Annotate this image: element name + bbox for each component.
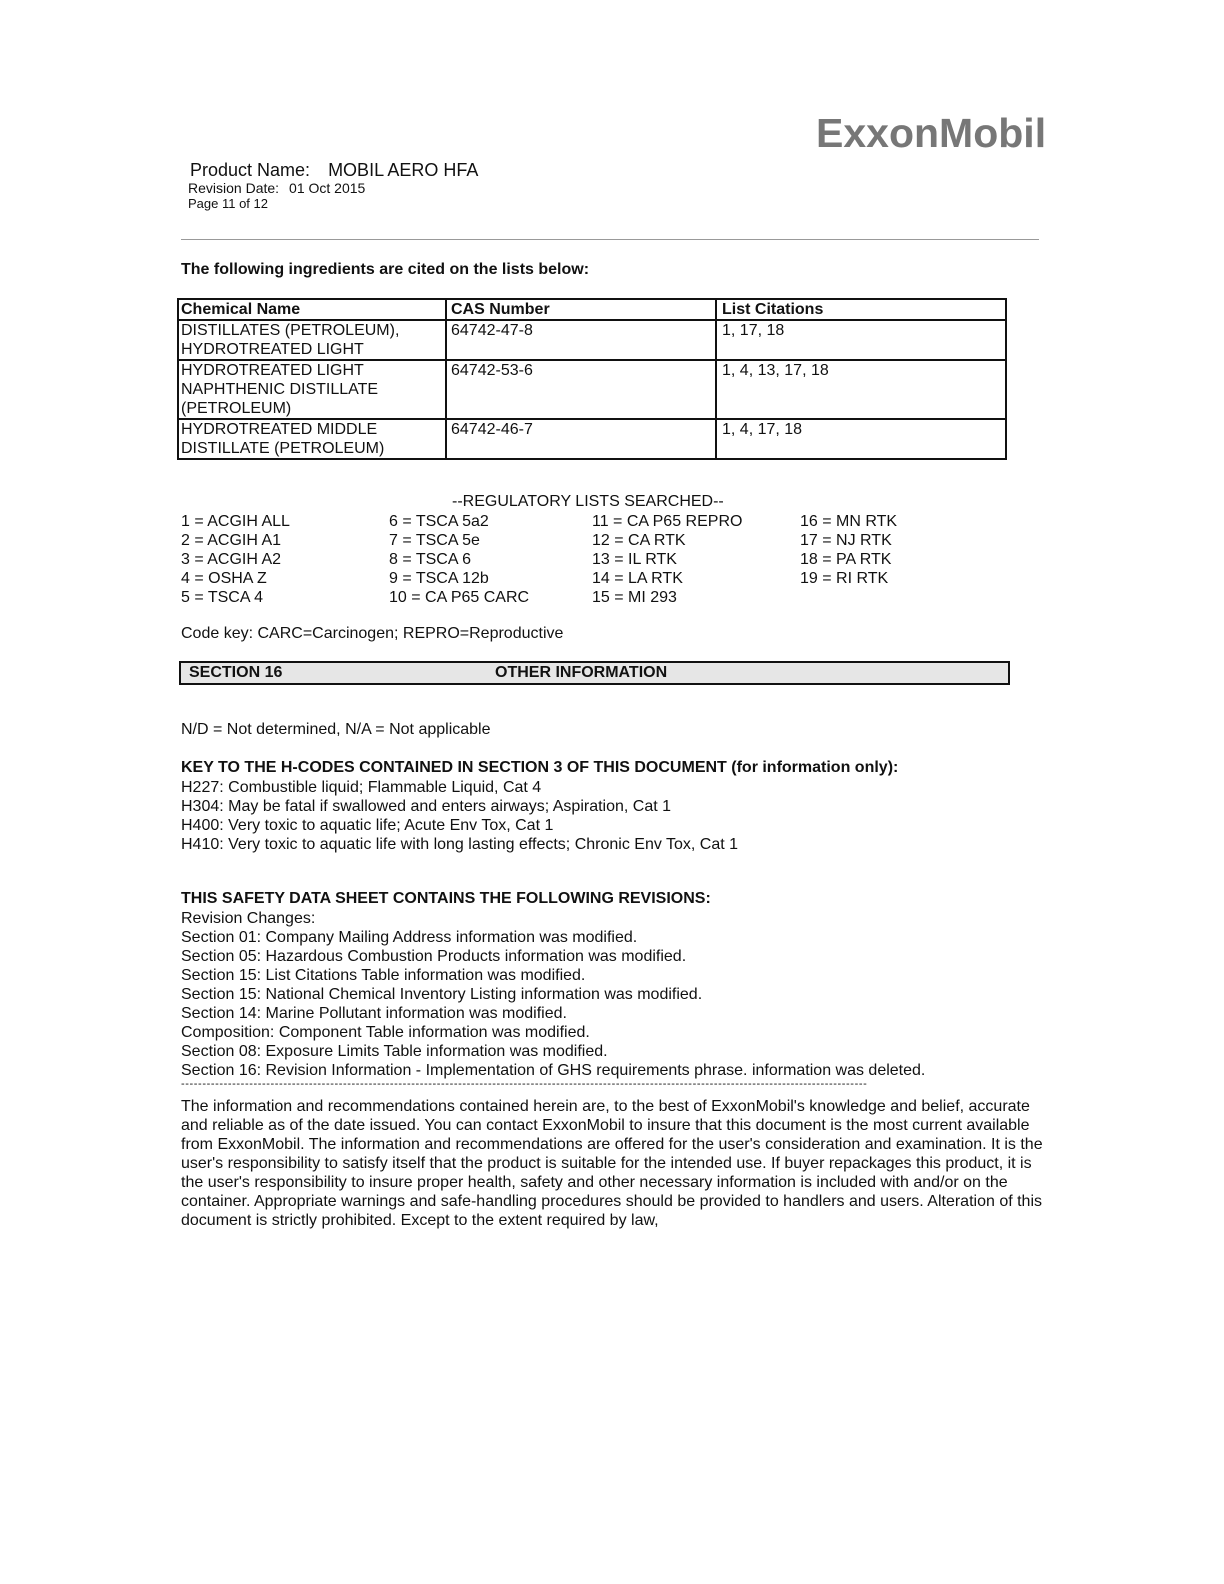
- logo-text-prefix: E: [816, 110, 844, 156]
- table-row: [178, 320, 1006, 360]
- list-item: H304: May be fatal if swallowed and enters airways; Aspiration, Cat 1: [181, 798, 672, 815]
- table-row: [178, 360, 1006, 419]
- regulatory-list-column-2: [389, 512, 529, 607]
- regulatory-list-item: 16 = MN RTK: [800, 513, 898, 530]
- column-header-chemical-name: Chemical Name: [178, 299, 446, 320]
- section-title: OTHER INFORMATION: [495, 664, 668, 681]
- list-item: H410: Very toxic to aquatic life with long lasting effects; Chronic Env Tox, Cat 1: [181, 836, 739, 853]
- regulatory-list-item: 12 = CA RTK: [592, 532, 686, 549]
- regulatory-list-column-1: [181, 512, 290, 607]
- logo-text-suffix: onMobil: [888, 110, 1047, 156]
- cas-number-cell: 64742-53-6: [446, 360, 716, 419]
- revision-date-line: [188, 180, 365, 196]
- column-header-cas-number: CAS Number: [446, 299, 716, 320]
- list-item: Section 05: Hazardous Combustion Products information was modified.: [181, 948, 687, 965]
- abbreviations-note: N/D = Not determined, N/A = Not applicable: [181, 721, 491, 738]
- h-codes-title: KEY TO THE H-CODES CONTAINED IN SECTION 3 OF THIS DOCUMENT (for information only):: [181, 759, 899, 776]
- list-citations-cell: 1, 4, 17, 18: [716, 419, 1006, 459]
- ingredients-table: [177, 298, 1007, 460]
- regulatory-list-item: 19 = RI RTK: [800, 570, 889, 587]
- regulatory-list-item: 7 = TSCA 5e: [389, 532, 480, 549]
- revision-date-label: Revision Date:: [188, 180, 280, 196]
- code-key: Code key: CARC=Carcinogen; REPRO=Reproductive: [181, 625, 564, 642]
- product-name-label: Product Name:: [190, 160, 311, 180]
- cas-number-cell: 64742-47-8: [446, 320, 716, 360]
- list-item: Section 08: Exposure Limits Table information was modified.: [181, 1043, 608, 1060]
- column-header-list-citations: List Citations: [716, 299, 1006, 320]
- chemical-name-cell: [178, 419, 446, 459]
- list-item: Section 14: Marine Pollutant information was modified.: [181, 1005, 567, 1022]
- revision-date-value: 01 Oct 2015: [289, 180, 366, 196]
- regulatory-list-item: 6 = TSCA 5a2: [389, 513, 489, 530]
- section-16-header: [179, 661, 1010, 685]
- list-item: H227: Combustible liquid; Flammable Liquid, Cat 4: [181, 779, 542, 796]
- product-name-value: MOBIL AERO HFA: [328, 160, 479, 180]
- ingredients-intro: The following ingredients are cited on the lists below:: [181, 261, 590, 278]
- revisions-title: THIS SAFETY DATA SHEET CONTAINS THE FOLLOWING REVISIONS:: [181, 890, 711, 907]
- chemical-name-cell: [178, 360, 446, 419]
- regulatory-list-item: 17 = NJ RTK: [800, 532, 892, 549]
- chemical-name-cell: [178, 320, 446, 360]
- list-item: H400: Very toxic to aquatic life; Acute Env Tox, Cat 1: [181, 817, 554, 834]
- chemical-name-line: HYDROTREATED LIGHT: [181, 362, 364, 379]
- regulatory-list-item: 3 = ACGIH A2: [181, 551, 282, 568]
- disclaimer-paragraph: The information and recommendations contained herein are, to the best of ExxonMobil's knowledge and belief, accurate and reliable as of the date issued. You can contact ExxonMobil to insure that this document is the most current available from ExxonMobil. The information and recommendations are offered for the user's consideration and examination. It is the user's responsibility to satisfy itself that the product is suitable for the intended use. If buyer repackages this product, it is the user's responsibility to insure proper health, safety and other necessary information is included with and/or on the container. Appropriate warnings and safe-handling procedures should be provided to handlers and users. Alteration of this document is strictly prohibited. Except to the extent required by law,: [181, 1098, 1043, 1229]
- exxonmobil-logo: [816, 110, 1051, 160]
- regulatory-list-item: 10 = CA P65 CARC: [389, 589, 530, 606]
- regulatory-list-item: 9 = TSCA 12b: [389, 570, 489, 587]
- regulatory-list-item: 11 = CA P65 REPRO: [592, 513, 743, 530]
- table-row: [178, 419, 1006, 459]
- list-item: Section 16: Revision Information - Implementation of GHS requirements phrase. information was deleted.: [181, 1062, 926, 1079]
- cas-number-cell: 64742-46-7: [446, 419, 716, 459]
- chemical-name-line: HYDROTREATED LIGHT: [181, 341, 364, 358]
- chemical-name-line: NAPHTHENIC DISTILLATE: [181, 381, 379, 398]
- header-divider: [181, 239, 1039, 240]
- list-item: Composition: Component Table information was modified.: [181, 1024, 590, 1041]
- logo-text-xx: xx: [843, 110, 889, 156]
- chemical-name-line: HYDROTREATED MIDDLE: [181, 421, 378, 438]
- list-item: Section 15: National Chemical Inventory Listing information was modified.: [181, 986, 703, 1003]
- list-citations-cell: 1, 17, 18: [716, 320, 1006, 360]
- chemical-name-line: DISTILLATES (PETROLEUM),: [181, 322, 400, 339]
- regulatory-lists-title: --REGULATORY LISTS SEARCHED--: [452, 493, 724, 510]
- regulatory-list-item: 4 = OSHA Z: [181, 570, 267, 587]
- product-name-line: [190, 160, 478, 181]
- list-citations-cell: 1, 4, 13, 17, 18: [716, 360, 1006, 419]
- regulatory-list-item: 5 = TSCA 4: [181, 589, 263, 606]
- list-item: Section 01: Company Mailing Address information was modified.: [181, 929, 638, 946]
- revisions-list: [181, 909, 925, 1080]
- regulatory-list-item: 8 = TSCA 6: [389, 551, 471, 568]
- regulatory-list-item: 18 = PA RTK: [800, 551, 892, 568]
- regulatory-list-column-3: [592, 512, 742, 607]
- regulatory-list-item: 1 = ACGIH ALL: [181, 513, 290, 530]
- regulatory-list-item: 15 = MI 293: [592, 589, 677, 606]
- page-number: Page 11 of 12: [188, 196, 268, 211]
- chemical-name-line: (PETROLEUM): [181, 400, 292, 417]
- regulatory-list-item: 2 = ACGIH A1: [181, 532, 282, 549]
- list-item: Section 15: List Citations Table information was modified.: [181, 967, 586, 984]
- h-codes-list: [181, 778, 738, 854]
- regulatory-list-item: 13 = IL RTK: [592, 551, 677, 568]
- table-header-row: [178, 299, 1006, 320]
- dashed-separator: -----------------------------------------------------------------------------------------------------------------------------------------------------------------: [181, 1078, 868, 1090]
- section-number: SECTION 16: [189, 664, 283, 681]
- chemical-name-line: DISTILLATE (PETROLEUM): [181, 440, 385, 457]
- regulatory-list-column-4: [800, 512, 897, 588]
- list-item: Revision Changes:: [181, 910, 316, 927]
- regulatory-list-item: 14 = LA RTK: [592, 570, 683, 587]
